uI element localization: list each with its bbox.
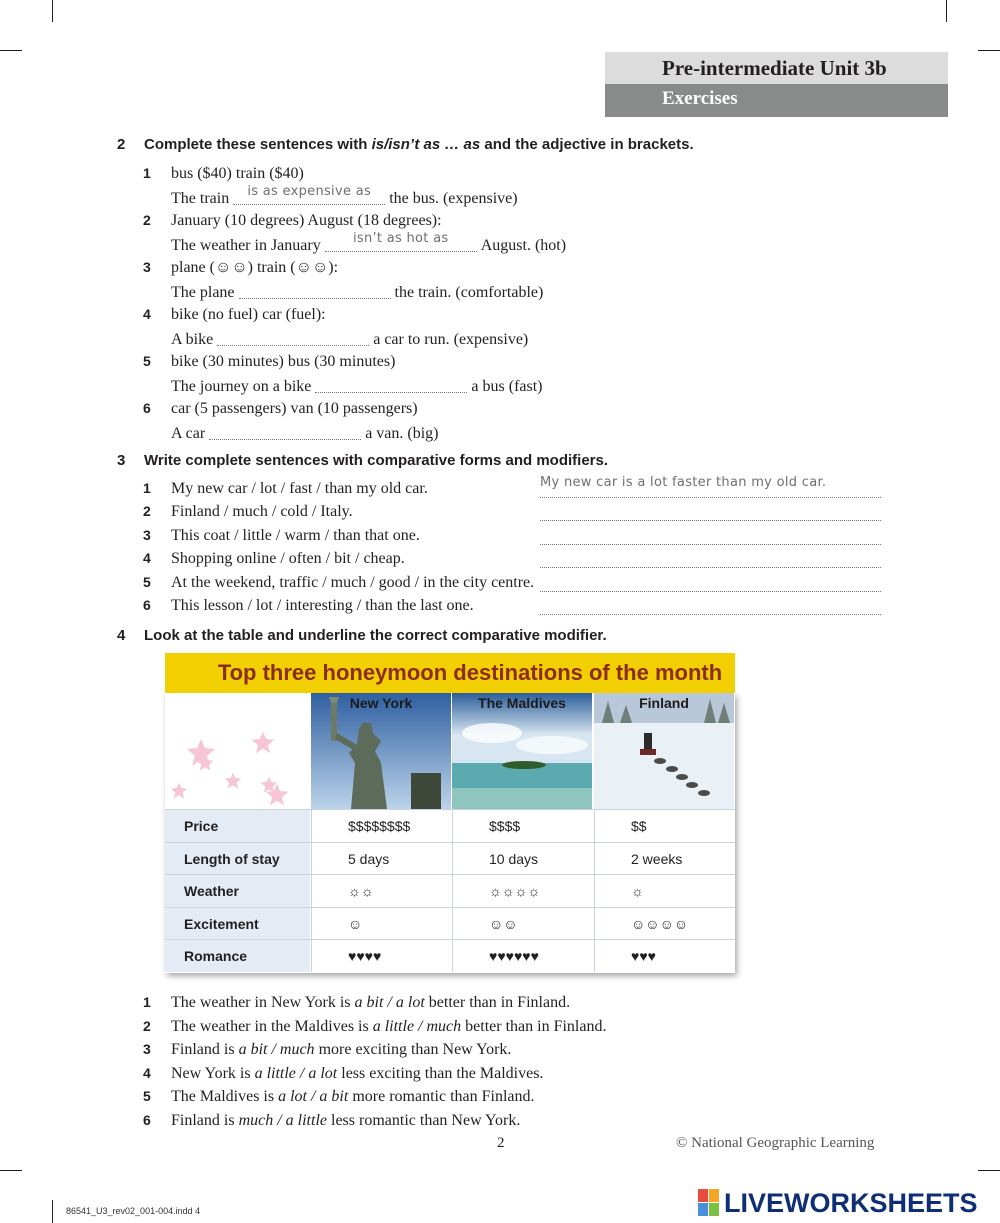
sentence-end: the bus. (expensive)	[389, 190, 518, 207]
table-cell: 2 weeks	[594, 843, 735, 875]
table-row	[165, 842, 735, 875]
item-number: 1	[143, 165, 151, 181]
table-card	[165, 693, 735, 973]
item-cue: bus ($40) train ($40)	[171, 165, 304, 182]
sentence-start: Finland is	[171, 1112, 239, 1129]
destinations-table	[165, 653, 735, 973]
sentence-end: the train. (comfortable)	[394, 284, 544, 301]
crop-mark	[946, 0, 947, 22]
item-sentence	[171, 1018, 606, 1036]
item-number: 5	[143, 353, 151, 369]
table-row	[165, 907, 735, 940]
table-cell: ♥♥♥♥♥♥	[452, 940, 593, 972]
item-number: 2	[143, 1018, 151, 1034]
table-row	[165, 809, 735, 842]
crop-mark	[0, 1170, 22, 1171]
sentence-start: New York is	[171, 1065, 255, 1082]
item-sentence	[171, 282, 543, 302]
item-number: 2	[143, 503, 151, 519]
table-cell: ☼	[594, 875, 735, 907]
sentence-start: The weather in January	[171, 237, 321, 254]
item-number: 2	[143, 212, 151, 228]
stars-icon	[165, 693, 310, 809]
item-cue: bike (30 minutes) bus (30 minutes)	[171, 353, 396, 370]
answer-line[interactable]	[540, 598, 881, 615]
row-label: Weather	[165, 875, 310, 907]
answer-blank[interactable]	[315, 376, 467, 393]
table-cell: $$	[594, 810, 735, 842]
stars-decoration	[165, 693, 310, 809]
unit-title: Pre-intermediate Unit 3b	[605, 52, 948, 84]
sentence-start: A bike	[171, 331, 214, 348]
answer-blank[interactable]	[233, 184, 385, 205]
item-sentence	[171, 184, 518, 208]
item-cue: car (5 passengers) van (10 passengers)	[171, 400, 418, 417]
column-header-new-york: New York	[349, 695, 413, 711]
item-prompt: Shopping online / often / bit / cheap.	[171, 550, 405, 567]
item-sentence	[171, 1112, 520, 1130]
table-cell: ☼☼	[311, 875, 452, 907]
table-cell: ☺☺	[452, 908, 593, 940]
exercise-2-number: 2	[117, 136, 126, 153]
sentence-start: A car	[171, 425, 206, 442]
sentence-end: better than in Finland.	[461, 1018, 607, 1035]
exercise-2-title: Complete these sentences with is/isn’t as … as and the adjective in brackets.	[144, 136, 694, 153]
sentence-end: August. (hot)	[480, 237, 567, 254]
liveworksheets-text: LIVEWORKSHEETS	[724, 1187, 978, 1218]
live-badge-icon	[698, 1189, 720, 1217]
exercise-4-title: Look at the table and underline the correct comparative modifier.	[144, 627, 607, 644]
item-number: 1	[143, 480, 151, 496]
answer-text: My new car is a lot faster than my old car.	[540, 475, 827, 490]
table-row	[165, 939, 735, 972]
row-label: Price	[165, 810, 310, 842]
copyright: © National Geographic Learning	[676, 1135, 875, 1151]
sentence-end: a bus (fast)	[471, 378, 543, 395]
item-number: 6	[143, 597, 151, 613]
answer-text: isn’t as hot as	[352, 231, 449, 246]
sentence-end: a van. (big)	[365, 425, 439, 442]
table-cell: ♥♥♥	[594, 940, 735, 972]
modifier-options[interactable]: a little / much	[372, 1018, 462, 1035]
item-number: 4	[143, 1065, 151, 1081]
item-sentence	[171, 1041, 511, 1059]
sentence-end: a car to run. (expensive)	[373, 331, 529, 348]
crop-mark	[978, 50, 1000, 51]
answer-line[interactable]	[540, 504, 881, 521]
item-number: 5	[143, 574, 151, 590]
item-cue: plane (☺☺) train (☺☺):	[171, 259, 339, 276]
answer-text: is as expensive as	[247, 184, 372, 199]
sentence-start: The weather in New York is	[171, 994, 355, 1011]
answer-line[interactable]	[540, 551, 881, 568]
item-sentence	[171, 1088, 535, 1106]
item-number: 4	[143, 306, 151, 322]
table-cell: ☼☼☼☼	[452, 875, 593, 907]
finland-photo	[594, 693, 734, 809]
page-number: 2	[497, 1135, 505, 1151]
item-cue: bike (no fuel) car (fuel):	[171, 306, 326, 323]
exercise-4-number: 4	[117, 627, 126, 644]
answer-line[interactable]	[540, 475, 881, 498]
item-sentence	[171, 423, 439, 443]
item-sentence	[171, 376, 543, 396]
answer-blank[interactable]	[325, 231, 477, 252]
answer-blank[interactable]	[217, 329, 369, 346]
sentence-start: The journey on a bike	[171, 378, 312, 395]
item-number: 4	[143, 550, 151, 566]
item-prompt: At the weekend, traffic / much / good / in the city centre.	[171, 574, 535, 591]
sentence-start: The train	[171, 190, 230, 207]
table-cell: $$$$	[452, 810, 593, 842]
sentence-end: better than in Finland.	[424, 994, 571, 1011]
sentence-start: The Maldives is	[171, 1088, 279, 1105]
exercise-3-title: Write complete sentences with comparative forms and modifiers.	[144, 452, 609, 469]
item-number: 3	[143, 1041, 151, 1057]
row-label: Length of stay	[165, 843, 310, 875]
sentence-start: Finland is	[171, 1041, 239, 1058]
item-sentence	[171, 994, 570, 1012]
table-cell: 10 days	[452, 843, 593, 875]
sentence-end: more romantic than Finland.	[348, 1088, 535, 1105]
sentence-end: more exciting than New York.	[314, 1041, 512, 1058]
item-prompt: My new car / lot / fast / than my old car.	[171, 480, 428, 497]
table-cell: ♥♥♥♥	[311, 940, 452, 972]
sentence-end: less exciting than the Maldives.	[337, 1065, 544, 1082]
modifier-options[interactable]: a little / a lot	[254, 1065, 338, 1082]
item-cue: January (10 degrees) August (18 degrees):	[171, 212, 442, 229]
answer-line[interactable]	[540, 528, 881, 545]
item-prompt: This lesson / lot / interesting / than the last one.	[171, 597, 474, 614]
row-label: Excitement	[165, 908, 310, 940]
crop-mark	[0, 50, 22, 51]
item-sentence	[171, 1065, 543, 1083]
modifier-options[interactable]: a lot / a bit	[278, 1088, 349, 1105]
item-number: 5	[143, 1088, 151, 1104]
sentence-start: The weather in the Maldives is	[171, 1018, 373, 1035]
item-prompt: Finland / much / cold / Italy.	[171, 503, 353, 520]
item-number: 3	[143, 527, 151, 543]
file-slug: 86541_U3_rev02_001-004.indd 4	[66, 1206, 201, 1216]
item-number: 6	[143, 400, 151, 416]
table-cell: 5 days	[311, 843, 452, 875]
row-label: Romance	[165, 940, 310, 972]
modifier-options[interactable]: a bit / a lot	[354, 994, 425, 1011]
exercise-3-number: 3	[117, 452, 126, 469]
item-number: 3	[143, 259, 151, 275]
item-prompt: This coat / little / warm / than that one.	[171, 527, 420, 544]
item-number: 1	[143, 994, 151, 1010]
crop-mark	[978, 1170, 1000, 1171]
sentence-start: The plane	[171, 284, 235, 301]
table-row	[165, 874, 735, 907]
liveworksheets-logo[interactable]	[698, 1189, 978, 1217]
modifier-options[interactable]: a bit / much	[238, 1041, 315, 1058]
item-sentence	[171, 329, 528, 349]
modifier-options[interactable]: much / a little	[238, 1112, 327, 1129]
table-cell: ☺	[311, 908, 452, 940]
item-sentence	[171, 231, 567, 255]
section-subtitle: Exercises	[605, 84, 948, 117]
answer-line[interactable]	[540, 575, 881, 592]
column-header-maldives: The Maldives	[478, 695, 566, 711]
maldives-photo	[452, 693, 592, 809]
answer-blank[interactable]	[239, 282, 391, 299]
table-cell: ☺☺☺☺	[594, 908, 735, 940]
item-number: 6	[143, 1112, 151, 1128]
crop-mark	[52, 0, 53, 22]
column-header-finland: Finland	[639, 695, 689, 711]
answer-blank[interactable]	[209, 423, 361, 440]
crop-mark	[52, 1200, 53, 1223]
table-banner: Top three honeymoon destinations of the month	[165, 653, 735, 693]
new-york-photo	[311, 693, 451, 809]
sentence-end: less romantic than New York.	[327, 1112, 521, 1129]
table-cell: $$$$$$$$	[311, 810, 452, 842]
